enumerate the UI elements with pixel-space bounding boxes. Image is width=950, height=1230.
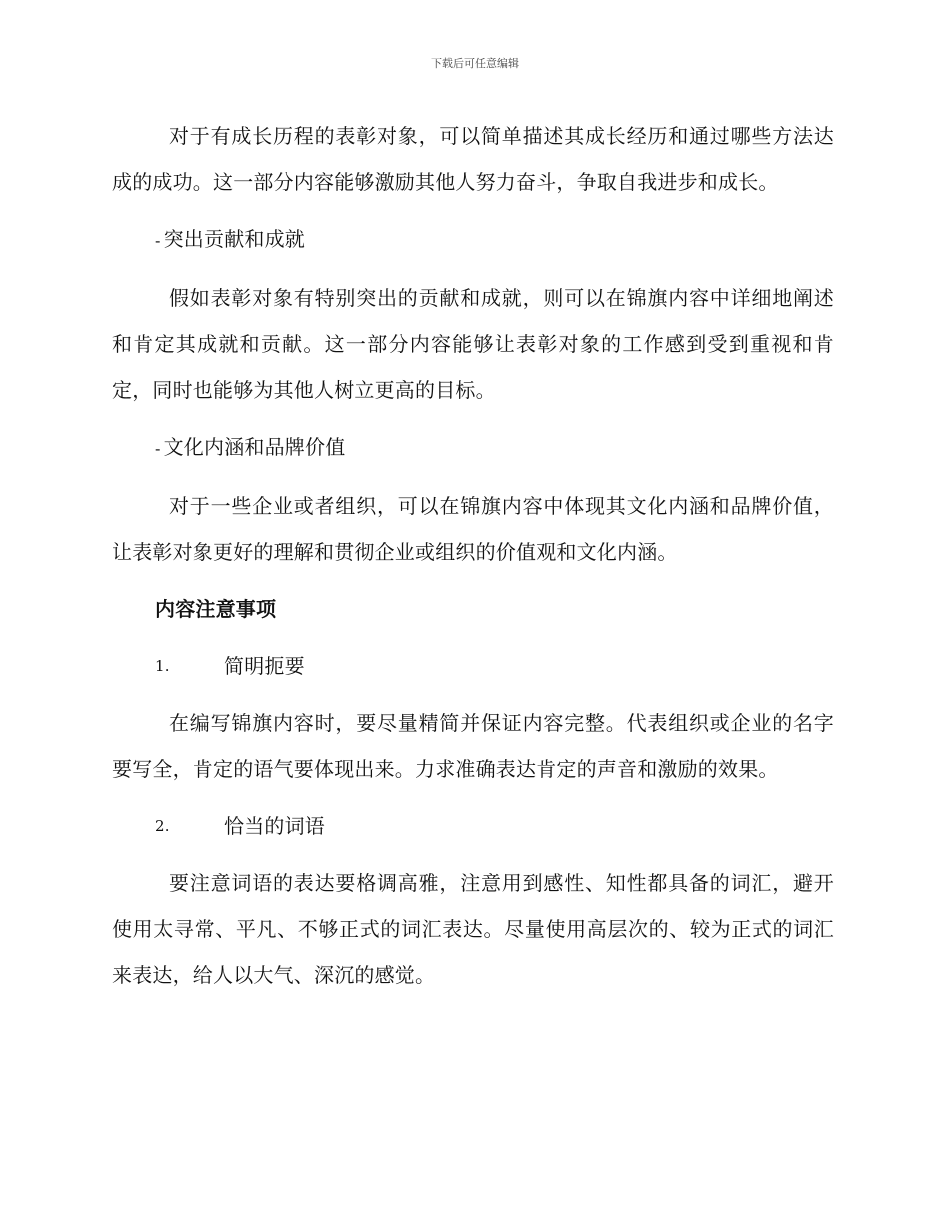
- section-contribution: [112, 216, 834, 264]
- paragraph-contribution: 假如表彰对象有特别突出的贡献和成就，则可以在锦旗内容中详细地阐述和肯定其成就和贡献。这一部分内容能够让表彰对象的工作感到受到重视和肯定，同时也能够为其他人树立更高的目标。: [112, 286, 834, 402]
- bullet-dash: -: [155, 439, 161, 458]
- paragraph-growth: 对于有成长历程的表彰对象，可以简单描述其成长经历和通过哪些方法达成的成功。这一部分内容能够激励其他人努力奋斗，争取自我进步和成长。: [112, 124, 834, 194]
- list-item-title: 简明扼要: [224, 654, 305, 678]
- paragraph-concise: 在编写锦旗内容时，要尽量精简并保证内容完整。代表组织或企业的名字要写全，肯定的语气要体现出来。力求准确表达肯定的声音和激励的效果。: [112, 711, 834, 781]
- paragraph-culture: 对于一些企业或者组织，可以在锦旗内容中体现其文化内涵和品牌价值，让表彰对象更好的理解和贯彻企业或组织的价值观和文化内涵。: [112, 494, 834, 564]
- list-number: 1.: [155, 657, 170, 675]
- list-item-concise: [112, 643, 834, 689]
- page-header: 下载后可任意编辑: [431, 57, 519, 70]
- list-item-title: 恰当的词语: [224, 814, 325, 838]
- paragraph-wording: 要注意词语的表达要格调高雅，注意用到感性、知性都具备的词汇，避开使用太寻常、平凡、不够正式的词汇表达。尽量使用高层次的、较为正式的词汇来表达，给人以大气、深沉的感觉。: [112, 871, 834, 987]
- section-title: 突出贡献和成就: [163, 227, 306, 251]
- heading-notes: 内容注意事项: [155, 597, 277, 621]
- bullet-dash: -: [155, 231, 161, 250]
- list-item-wording: [112, 803, 834, 849]
- section-title: 文化内涵和品牌价值: [163, 435, 346, 459]
- section-culture: [112, 424, 834, 472]
- document-body: [112, 113, 834, 1009]
- list-number: 2.: [155, 817, 170, 835]
